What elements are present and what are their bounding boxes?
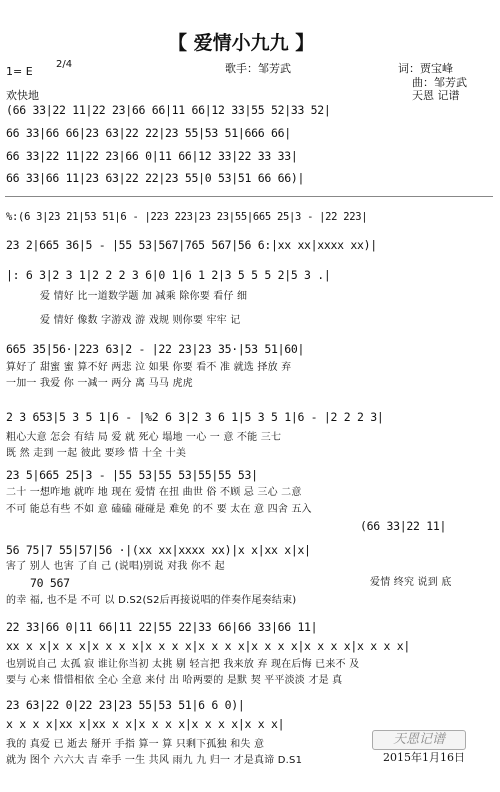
lyric-line: 也别说自己 太孤 寂 谁让你当初 太挑 剔 轻言把 我来放 弃 现在后悔 已来不 及 xyxy=(6,659,360,670)
notation-line: xx x x|x x x|x x x x|x x x x|x x x x|x x x x|x x x x|x x x x| xyxy=(6,639,411,653)
notation-line: 56 75|7 55|57|56 ·|(xx xx|xxxx xx)|x x|xx x|x| xyxy=(6,543,311,557)
lyric-line: 粗心大意 怎会 有结 局 爱 就 死心 塌地 一心 一 意 不能 三七 xyxy=(6,432,282,443)
lyric-line: 我的 真爱 已 逝去 掰开 手指 算一 算 只剩下孤独 和失 意 xyxy=(6,739,265,750)
notation-line: 66 33|66 11|23 63|22 22|23 55|0 53|51 66 66)| xyxy=(6,171,305,185)
lyricist: 词：贾宝峰 xyxy=(398,62,453,75)
transcriber: 天恩 记谱 xyxy=(412,89,460,102)
notation-line: x x x x|xx x|xx x x|x x x x|x x x x|x x x| xyxy=(6,717,285,731)
lyric-line: 一加一 我爱 你 一减一 两分 离 马马 虎虎 xyxy=(6,378,193,389)
notation-line: 66 33|66 66|23 63|22 22|23 55|53 51|666 66| xyxy=(6,126,291,140)
title: 【 爱情小九九 】 xyxy=(168,32,315,54)
lyric-line: 就为 图个 六六大 吉 牵手 一生 共风 雨九 九 归一 才是真谛 D.S1 xyxy=(6,755,303,766)
lyric-line: 的幸 福, 也不是 不可 以 D.S2(S2后再接说唱的伴奏作尾奏结束) xyxy=(6,595,297,606)
notation-line: 66 33|22 11|22 23|66 0|11 66|12 33|22 33 33| xyxy=(6,149,298,163)
lyric-line: 要与 心来 惜惜相依 全心 全意 来付 出 哈两要的 是默 契 平平淡淡 才是 真 xyxy=(6,675,343,686)
divider xyxy=(5,196,493,197)
notation-line: (66 33|22 11| xyxy=(360,519,447,533)
lyric-line: 既 然 走到 一起 彼此 要珍 惜 十全 十美 xyxy=(6,448,187,459)
notation-line: 22 33|66 0|11 66|11 22|55 22|33 66|66 33|66 11| xyxy=(6,620,318,634)
lyric-line: 爱情 终究 说到 底 xyxy=(370,577,452,588)
lyric-line: 害了 别人 也害 了自 己 (说唱)别说 对我 你不 起 xyxy=(6,561,225,572)
lyric-line: 算好了 甜蜜 蜜 算不好 两悲 泣 如果 你要 看不 准 就选 择放 弃 xyxy=(6,362,292,373)
notation-line: 2 3 653|5 3 5 1|6 - |%2 6 3|2 3 6 1|5 3 5 1|6 - |2 2 2 3| xyxy=(6,410,384,424)
notation-line: (66 33|22 11|22 23|66 66|11 66|12 33|55 52|33 52| xyxy=(6,103,331,117)
time-signature: 2/4 xyxy=(56,59,73,70)
lyric-line: 爱 情好 比一道数学题 加 减乘 除你要 看仔 细 xyxy=(40,291,248,302)
notation-line: 70 567 xyxy=(30,576,70,590)
notation-line: %:(6 3|23 21|53 51|6 - |223 223|23 23|55|665 25|3 - |22 223| xyxy=(6,211,368,223)
notation-line: |: 6 3|2 3 1|2 2 2 3 6|0 1|6 1 2|3 5 5 5 2|5 3 .| xyxy=(6,268,331,282)
notation-line: 23 63|22 0|22 23|23 55|53 51|6 6 0)| xyxy=(6,698,245,712)
lyric-line: 不可 能总有些 不如 意 磕磕 碰碰是 难免 的不 要 太在 意 四舍 五入 xyxy=(6,504,312,515)
composer: 曲：邹芳武 xyxy=(412,76,467,89)
date: 2015年1月16日 xyxy=(383,751,465,764)
lyric-line: 二十 一想咋地 就咋 地 现在 爱情 在扭 曲世 俗 不顾 忌 三心 二意 xyxy=(6,487,302,498)
notation-line: 23 2|665 36|5 - |55 53|567|765 567|56 6:|xx xx|xxxx xx)| xyxy=(6,238,377,252)
singer: 歌手：邹芳武 xyxy=(225,62,291,75)
lyric-line: 爱 情好 像数 字游戏 游 戏规 则你要 牢牢 记 xyxy=(40,315,241,326)
key-signature: 1= E xyxy=(6,65,33,78)
notation-line: 665 35|56·|223 63|2 - |22 23|23 35·|53 51|60| xyxy=(6,342,305,356)
tempo-mark: 欢快地 xyxy=(6,89,39,102)
notation-line: 23 5|665 25|3 - |55 53|55 53|55|55 53| xyxy=(6,468,258,482)
transcriber-stamp: 天恩记谱 xyxy=(372,730,466,750)
